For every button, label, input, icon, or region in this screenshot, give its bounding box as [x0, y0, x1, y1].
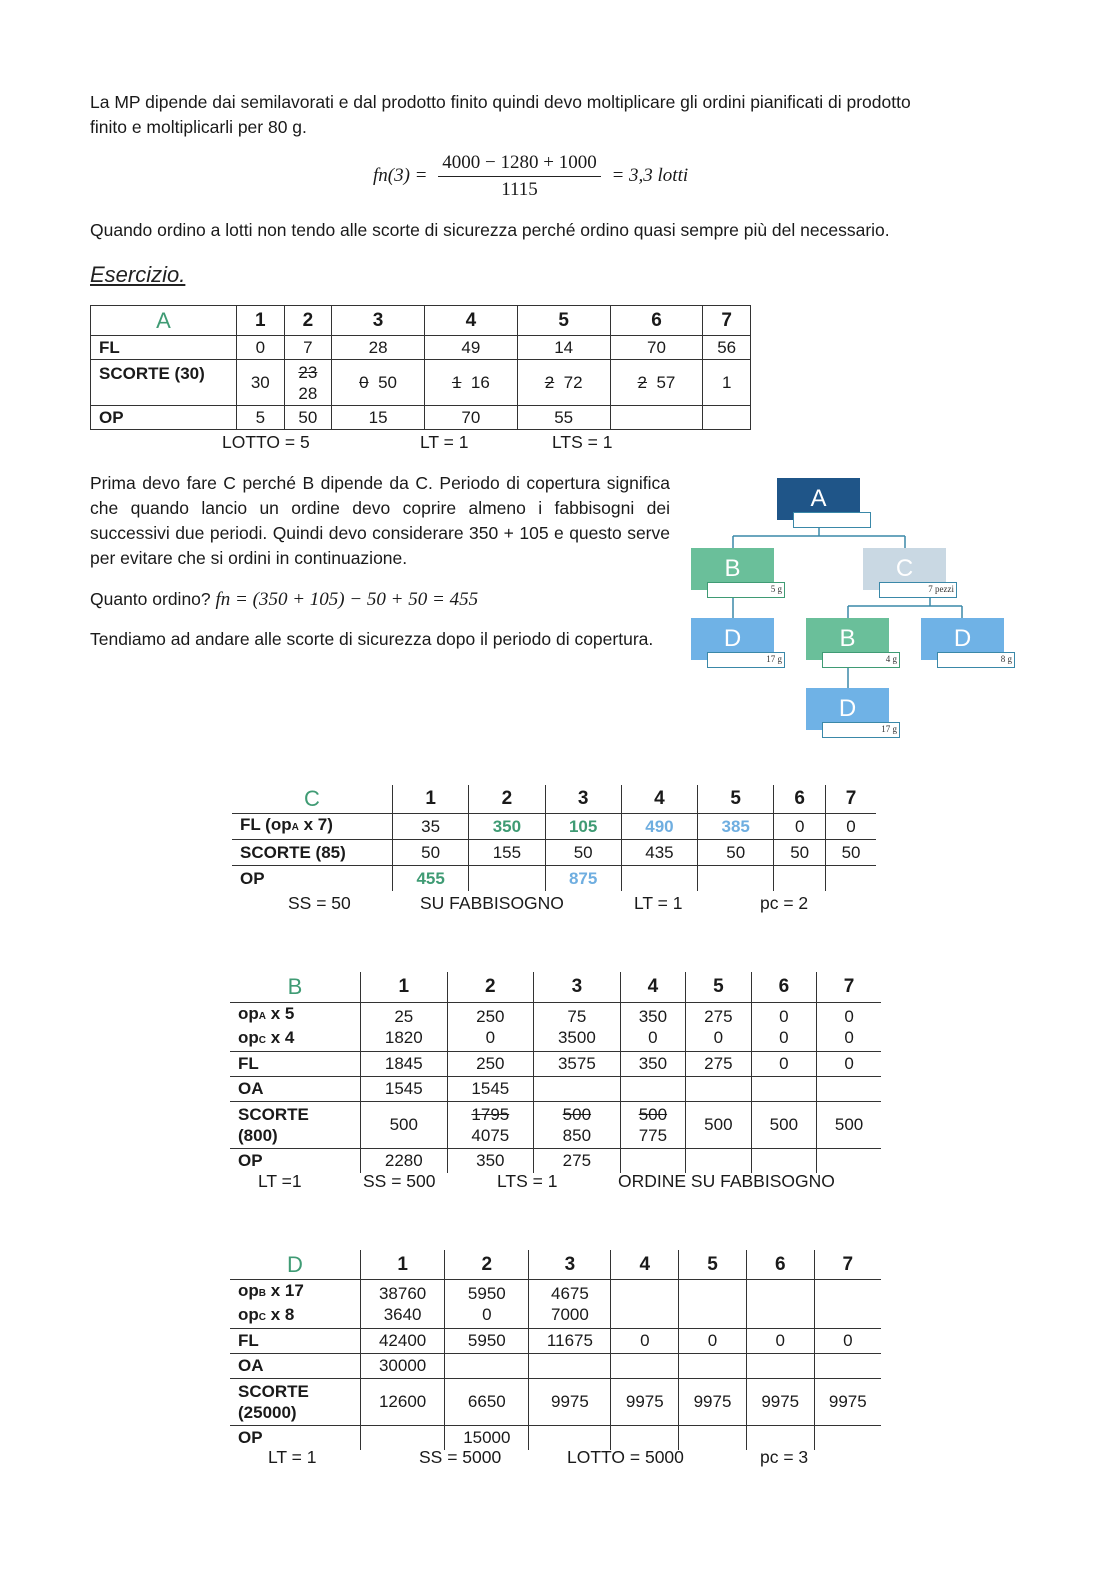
label-part: x 8 — [266, 1304, 295, 1324]
period-header: 2 — [447, 972, 534, 1002]
item-label: C — [232, 785, 393, 813]
node-a-label: A — [777, 478, 860, 520]
cell — [620, 1002, 685, 1051]
struck-value: 2 — [637, 373, 648, 392]
item-label: B — [230, 972, 361, 1002]
cell: 49 — [424, 336, 517, 360]
cell — [361, 1279, 445, 1328]
label-part: op — [238, 1027, 259, 1047]
cell: 7 — [284, 336, 332, 360]
row-label: OP — [238, 1428, 263, 1448]
row-label: FL — [91, 336, 237, 360]
period-header: 6 — [751, 972, 816, 1002]
cell: 0 — [814, 1328, 881, 1353]
footer-policy: SU FABBISOGNO — [420, 893, 564, 913]
cell-value: 350 — [638, 1006, 668, 1026]
cell-value: 0 — [844, 1027, 854, 1047]
cell: 9975 — [529, 1378, 611, 1425]
row-label — [230, 1101, 361, 1148]
tree-node-a — [777, 478, 872, 530]
cell: 490 — [621, 813, 697, 839]
cell-value: 0 — [485, 1027, 496, 1047]
cell: 0 — [679, 1328, 747, 1353]
cell: 50 — [826, 839, 876, 865]
struck-value: 2 — [544, 373, 555, 392]
table-row — [232, 813, 876, 839]
node-b1-label: B — [691, 548, 774, 590]
label-part: SCORTE — [238, 1104, 309, 1124]
table-row — [230, 1101, 881, 1148]
item-label: D — [230, 1250, 361, 1279]
cell: 6650 — [445, 1378, 529, 1425]
tree-node-c — [863, 548, 958, 600]
cell-value: 850 — [562, 1125, 592, 1145]
table-row — [232, 785, 876, 813]
cell: 435 — [621, 839, 697, 865]
cell: 1545 — [361, 1076, 448, 1101]
cell — [817, 1148, 881, 1173]
label-part: op — [238, 1280, 259, 1300]
cell — [679, 1353, 747, 1378]
cell — [534, 1101, 621, 1148]
cell — [746, 1279, 814, 1328]
label-part: x 4 — [266, 1027, 295, 1047]
label-part: x 17 — [266, 1280, 304, 1300]
cell: 385 — [698, 813, 774, 839]
cell-value: 72 — [563, 373, 583, 392]
cell — [751, 1002, 816, 1051]
node-a-note — [793, 512, 871, 528]
cell — [621, 865, 697, 891]
struck-value: 500 — [638, 1104, 668, 1124]
label-sub: B — [258, 1287, 267, 1299]
row-label: OA — [230, 1076, 361, 1101]
table-row — [230, 1328, 881, 1353]
cell — [746, 1353, 814, 1378]
cell-value: 1 — [721, 373, 732, 392]
table-row — [91, 306, 751, 336]
period-header: 3 — [529, 1250, 611, 1279]
cell — [698, 865, 774, 891]
cell — [679, 1279, 747, 1328]
label-part: FL (op — [240, 815, 292, 834]
period-header: 4 — [620, 972, 685, 1002]
period-header: 3 — [545, 785, 621, 813]
cell-value: 57 — [656, 373, 676, 392]
footer-lt: LT = 1 — [634, 893, 683, 913]
period-header: 7 — [814, 1250, 881, 1279]
cell: 42400 — [361, 1328, 445, 1353]
period-header: 2 — [445, 1250, 529, 1279]
cell: 14 — [517, 336, 610, 360]
footer-ss: SS = 500 — [363, 1171, 436, 1191]
cell-value: 38760 — [378, 1283, 427, 1303]
row-label: SCORTE (30) — [91, 360, 237, 406]
label-part: op — [238, 1304, 259, 1324]
mrp-table-d — [230, 1250, 881, 1450]
cell-value: 250 — [476, 1006, 505, 1026]
node-d1-note: 17 g — [707, 652, 785, 668]
struck-value: 1795 — [471, 1104, 510, 1124]
label-sub: C — [258, 1311, 267, 1323]
cell — [610, 406, 703, 430]
period-header: 6 — [610, 306, 703, 336]
cell — [469, 865, 545, 891]
period-header: 7 — [826, 785, 876, 813]
label-part: op — [238, 1003, 259, 1023]
mrp-table-b — [230, 972, 881, 1173]
cell-value: 30 — [250, 373, 270, 392]
tree-node-d1 — [691, 618, 786, 670]
table-row — [232, 839, 876, 865]
struck-value: 23 — [298, 362, 318, 382]
table-row — [230, 1051, 881, 1076]
label-part: x 7) — [298, 815, 333, 834]
node-b2-label: B — [806, 618, 889, 660]
period-header: 6 — [746, 1250, 814, 1279]
cell-value: 3640 — [383, 1304, 422, 1324]
cell — [517, 360, 610, 406]
node-d2-label: D — [921, 618, 1004, 660]
table-row — [230, 1250, 881, 1279]
exercise-heading: Esercizio. — [90, 262, 186, 287]
cell: 500 — [817, 1101, 881, 1148]
row-label — [230, 1279, 361, 1328]
intro-after: Quando ordino a lotti non tendo alle scorte di sicurezza perché ordino quasi sempre più del necessario. — [90, 220, 890, 240]
label-sub: A — [258, 1010, 267, 1022]
label-part: SCORTE — [238, 1381, 309, 1401]
cell: 500 — [751, 1101, 816, 1148]
node-d3-note: 17 g — [822, 722, 900, 738]
row-label: OP — [238, 1151, 263, 1171]
cell: 11675 — [529, 1328, 611, 1353]
cell — [679, 1425, 747, 1450]
tree-node-b1 — [691, 548, 786, 600]
cell — [620, 1076, 685, 1101]
footer-pc: pc = 2 — [760, 893, 809, 913]
cell: 5 — [237, 406, 285, 430]
cell: 3575 — [534, 1051, 621, 1076]
struck-value: 1 — [451, 373, 462, 392]
cell: 350 — [469, 813, 545, 839]
cell — [424, 360, 517, 406]
node-d2-note: 8 g — [937, 652, 1015, 668]
tree-node-b2 — [806, 618, 901, 670]
period-header: 4 — [424, 306, 517, 336]
row-label: OP — [91, 406, 237, 430]
cell: 50 — [393, 839, 469, 865]
cell: 275 — [686, 1051, 751, 1076]
cell — [826, 865, 876, 891]
period-header: 7 — [703, 306, 751, 336]
cell: 15 — [332, 406, 425, 430]
cell: 30000 — [361, 1353, 445, 1378]
cell: 275 — [534, 1148, 621, 1173]
table-row — [232, 865, 876, 891]
cell-value: 28 — [298, 383, 318, 403]
tree-node-d3 — [806, 688, 901, 740]
opa-label — [238, 1003, 360, 1027]
table-row — [230, 1148, 881, 1173]
cell — [610, 360, 703, 406]
cell — [529, 1353, 611, 1378]
cell — [814, 1279, 881, 1328]
node-b1-note: 5 g — [707, 582, 785, 598]
footer-lotto: LOTTO = 5 — [222, 432, 310, 452]
cell — [620, 1101, 685, 1148]
struck-value: 500 — [562, 1104, 592, 1124]
cell — [447, 1002, 534, 1051]
row-label: OP — [240, 868, 265, 888]
cell — [751, 1148, 816, 1173]
row-label — [230, 1378, 361, 1425]
period-header: 6 — [774, 785, 826, 813]
product-tree — [690, 478, 1020, 743]
cell: 9975 — [746, 1378, 814, 1425]
period-header: 1 — [361, 972, 448, 1002]
tree-node-d2 — [921, 618, 1016, 670]
footer-lt: LT = 1 — [268, 1447, 317, 1467]
period-header: 1 — [361, 1250, 445, 1279]
order-formula: fn = (350 + 105) − 50 + 50 = 455 — [215, 589, 479, 610]
period-header: 1 — [393, 785, 469, 813]
formula-lhs: fn(3) = — [373, 164, 428, 186]
label-part: (800) — [238, 1125, 278, 1145]
cell-value: 4075 — [471, 1125, 510, 1145]
footer-policy: ORDINE SU FABBISOGNO — [618, 1171, 835, 1191]
cell: 50 — [698, 839, 774, 865]
cell-value: 7000 — [551, 1304, 589, 1324]
footer-ss: SS = 50 — [288, 893, 351, 913]
order-question — [90, 587, 670, 612]
cell — [703, 360, 751, 406]
cell: 50 — [545, 839, 621, 865]
cell — [703, 406, 751, 430]
cell: 0 — [237, 336, 285, 360]
coverage-paragraph: Prima devo fare C perché B dipende da C. Periodo di copertura significa che quando lancio un ordine devo coprire almeno i fabbisogni dei successivi due periodi. Quindi devo considerare 350 + 105 e questo serve per evitare che si ordini in continuazione. — [90, 473, 670, 568]
cell: 0 — [751, 1051, 816, 1076]
cell — [237, 360, 285, 406]
row-label: SCORTE (85) — [232, 839, 393, 865]
formula-numerator: 4000 − 1280 + 1000 — [438, 152, 600, 177]
row-label: FL — [230, 1051, 361, 1076]
cell — [686, 1002, 751, 1051]
cell — [445, 1353, 529, 1378]
cell-value: 0 — [713, 1027, 724, 1047]
period-header: 3 — [332, 306, 425, 336]
cell: 55 — [517, 406, 610, 430]
cell: 0 — [817, 1051, 881, 1076]
cell: 500 — [686, 1101, 751, 1148]
formula-rhs: = 3,3 lotti — [611, 164, 689, 186]
cell — [445, 1279, 529, 1328]
cell-value: 0 — [648, 1027, 658, 1047]
lot-formula — [373, 152, 688, 201]
footer-lotto: LOTTO = 5000 — [567, 1447, 684, 1467]
cell — [534, 1076, 621, 1101]
cell — [814, 1353, 881, 1378]
table-row — [230, 972, 881, 1002]
cell: 1845 — [361, 1051, 448, 1076]
cell — [361, 1002, 448, 1051]
label-sub: A — [291, 822, 299, 833]
cell — [817, 1076, 881, 1101]
node-d1-label: D — [691, 618, 774, 660]
order-question-text: Quanto ordino? — [90, 589, 211, 609]
period-header: 7 — [817, 972, 881, 1002]
period-header: 4 — [611, 1250, 679, 1279]
cell: 9975 — [814, 1378, 881, 1425]
cell: 15000 — [445, 1425, 529, 1450]
cell — [284, 360, 332, 406]
cell-value: 275 — [704, 1006, 733, 1026]
cell: 70 — [610, 336, 703, 360]
cell — [611, 1279, 679, 1328]
table-row — [230, 1002, 881, 1051]
cell: 2280 — [361, 1148, 448, 1173]
struck-value: 0 — [359, 373, 369, 392]
cell-value: 4675 — [551, 1283, 589, 1303]
cell: 500 — [361, 1101, 448, 1148]
node-c-label: C — [863, 548, 946, 590]
footer-ss: SS = 5000 — [419, 1447, 502, 1467]
cell-value: 0 — [779, 1006, 789, 1026]
cell: 455 — [393, 865, 469, 891]
intro-line-1: La MP dipende dai semilavorati e dal prodotto finito quindi devo moltiplicare gli ordini pianificati di prodotto — [90, 92, 911, 112]
safety-paragraph: Tendiamo ad andare alle scorte di sicurezza dopo il periodo di copertura. — [90, 629, 654, 649]
period-header: 5 — [698, 785, 774, 813]
footer-lt: LT = 1 — [420, 432, 469, 452]
cell: 350 — [447, 1148, 534, 1173]
cell — [686, 1148, 751, 1173]
cell: 350 — [620, 1051, 685, 1076]
cell: 9975 — [679, 1378, 747, 1425]
cell — [447, 1101, 534, 1148]
period-header: 5 — [517, 306, 610, 336]
period-header: 2 — [469, 785, 545, 813]
cell: 9975 — [611, 1378, 679, 1425]
mrp-table-a — [90, 305, 751, 430]
cell: 250 — [447, 1051, 534, 1076]
cell — [332, 360, 425, 406]
cell: 50 — [284, 406, 332, 430]
cell — [817, 1002, 881, 1051]
table-row — [230, 1279, 881, 1328]
cell-value: 1820 — [384, 1027, 423, 1047]
cell — [620, 1148, 685, 1173]
cell: 50 — [774, 839, 826, 865]
cell: 35 — [393, 813, 469, 839]
cell — [814, 1425, 881, 1450]
table-row — [230, 1353, 881, 1378]
label-part: x 5 — [266, 1003, 295, 1023]
table-row — [230, 1076, 881, 1101]
item-label: A — [91, 306, 237, 336]
row-label: FL — [230, 1328, 361, 1353]
cell-value: 0 — [844, 1006, 854, 1026]
period-header: 2 — [284, 306, 332, 336]
cell — [529, 1279, 611, 1328]
cell: 1545 — [447, 1076, 534, 1101]
mrp-table-c — [232, 785, 876, 891]
node-c-note: 7 pezzi — [879, 582, 957, 598]
cell: 105 — [545, 813, 621, 839]
cell — [534, 1002, 621, 1051]
table-row — [91, 360, 751, 406]
formula-denominator: 1115 — [501, 179, 538, 200]
period-header: 3 — [534, 972, 621, 1002]
period-header: 5 — [679, 1250, 747, 1279]
cell: 875 — [545, 865, 621, 891]
cell-value: 5950 — [467, 1283, 506, 1303]
label-part: (25000) — [238, 1402, 297, 1422]
footer-lt: LT =1 — [258, 1171, 302, 1191]
cell: 5950 — [445, 1328, 529, 1353]
cell: 56 — [703, 336, 751, 360]
cell: 28 — [332, 336, 425, 360]
intro-line-2: finito e moltiplicarli per 80 g. — [90, 117, 307, 137]
cell-value: 0 — [779, 1027, 789, 1047]
cell-value: 25 — [394, 1006, 414, 1026]
cell-value: 75 — [567, 1006, 587, 1026]
cell-value: 16 — [470, 373, 490, 392]
cell: 70 — [424, 406, 517, 430]
table-row — [91, 336, 751, 360]
table-row — [230, 1378, 881, 1425]
node-d3-label: D — [806, 688, 889, 730]
opc-label — [238, 1304, 360, 1328]
period-header: 4 — [621, 785, 697, 813]
cell-value: 0 — [482, 1304, 492, 1324]
cell — [751, 1076, 816, 1101]
intro-paragraph — [90, 90, 1030, 140]
period-header: 1 — [237, 306, 285, 336]
row-label: OA — [230, 1353, 361, 1378]
footer-lts: LTS = 1 — [552, 432, 613, 452]
table-row — [91, 406, 751, 430]
label-sub: C — [258, 1034, 267, 1046]
row-label — [230, 1002, 361, 1051]
row-label — [232, 813, 393, 839]
footer-lts: LTS = 1 — [497, 1171, 558, 1191]
cell: 12600 — [361, 1378, 445, 1425]
period-header: 5 — [686, 972, 751, 1002]
cell-value: 3500 — [557, 1027, 596, 1047]
cell-value: 50 — [378, 373, 397, 392]
cell: 0 — [826, 813, 876, 839]
footer-pc: pc = 3 — [760, 1447, 809, 1467]
opb-label — [238, 1280, 360, 1304]
node-b2-note: 4 g — [822, 652, 900, 668]
cell: 0 — [774, 813, 826, 839]
cell — [774, 865, 826, 891]
formula-fraction — [438, 152, 600, 201]
cell — [686, 1076, 751, 1101]
cell: 0 — [746, 1328, 814, 1353]
opc-label — [238, 1027, 360, 1051]
cell: 0 — [611, 1328, 679, 1353]
cell — [611, 1353, 679, 1378]
cell: 155 — [469, 839, 545, 865]
cell-value: 775 — [638, 1125, 668, 1145]
